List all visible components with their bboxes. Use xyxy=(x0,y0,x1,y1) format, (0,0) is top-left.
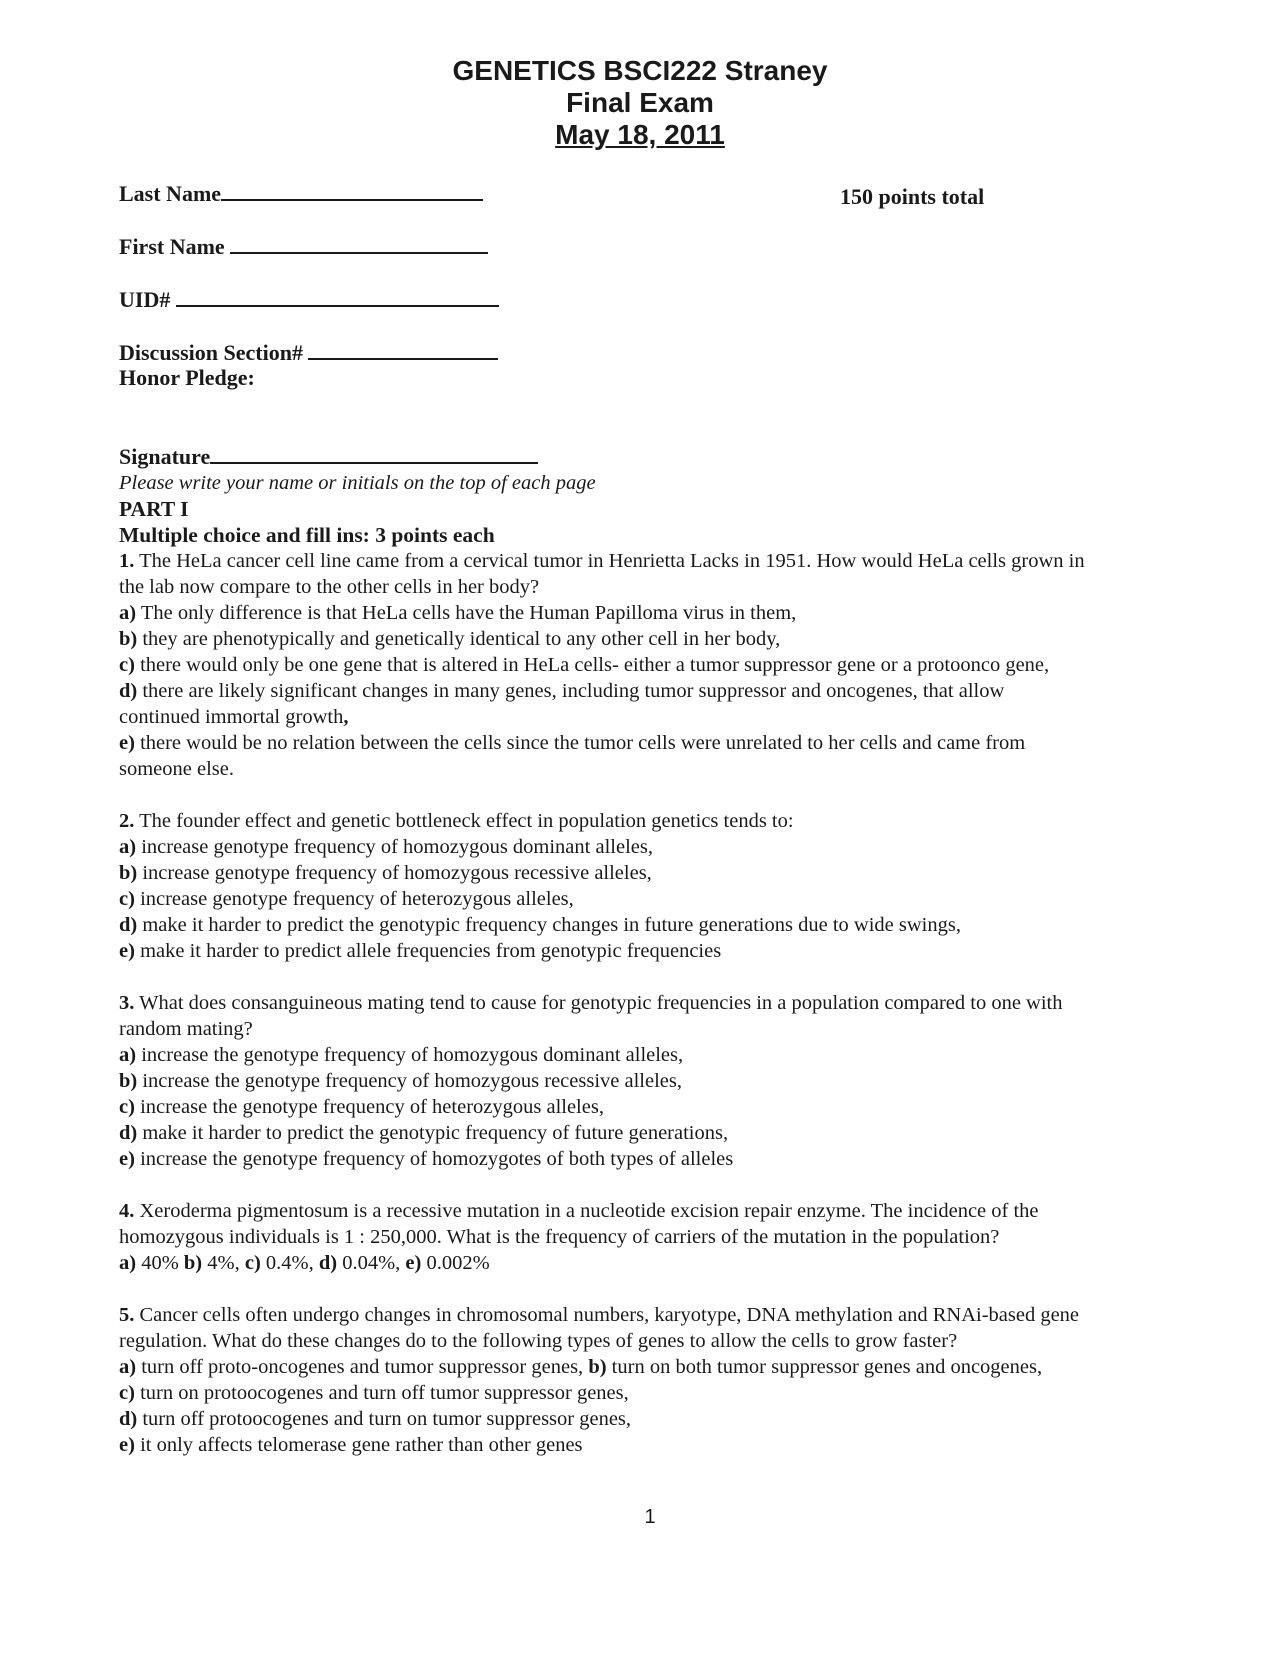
answer-option-e[interactable] xyxy=(119,1146,1199,1172)
uid-field[interactable] xyxy=(119,285,499,313)
uid-label: UID# xyxy=(119,287,176,312)
answer-option-d[interactable] xyxy=(319,1252,406,1274)
option-text: 0.04%, xyxy=(337,1252,406,1274)
option-text: make it harder to predict the genotypic frequency changes in future generations due to wide swings, xyxy=(137,914,961,936)
signature-field[interactable] xyxy=(119,442,538,470)
option-text: turn on protoocogenes and turn off tumor suppressor genes, xyxy=(134,1382,629,1404)
option-letter: d) xyxy=(119,680,138,702)
last-name-field[interactable] xyxy=(119,179,483,207)
option-letter: e) xyxy=(119,940,135,962)
option-letter: a) xyxy=(119,1252,137,1274)
answer-option-b[interactable] xyxy=(119,1068,1199,1094)
option-text: increase genotype frequency of homozygous dominant alleles, xyxy=(136,836,653,858)
answer-option-e[interactable] xyxy=(405,1252,489,1274)
points-total: 150 points total xyxy=(840,184,985,209)
option-text: continued immortal growth xyxy=(119,706,344,728)
question-stem-text: The founder effect and genetic bottleneck effect in population genetics tends to: xyxy=(134,810,794,832)
option-letter: c) xyxy=(119,1096,135,1118)
question-number: 1. xyxy=(119,550,135,572)
option-text: turn off protoocogenes and turn on tumor suppressor genes, xyxy=(137,1408,632,1430)
option-text: 40% xyxy=(136,1252,184,1274)
answer-option-c[interactable] xyxy=(119,1380,1199,1406)
answer-option-b[interactable] xyxy=(119,860,1199,886)
option-text: turn off proto-oncogenes and tumor suppressor genes, xyxy=(136,1356,589,1378)
signature-blank[interactable] xyxy=(210,442,538,464)
option-text: there would be no relation between the cells since the tumor cells were unrelated to her cells and came from xyxy=(134,732,1026,754)
question-3 xyxy=(119,990,1199,1172)
option-letter: a) xyxy=(119,602,137,624)
option-text: increase the genotype frequency of homozygous dominant alleles, xyxy=(136,1044,684,1066)
option-text: turn on both tumor suppressor genes and oncogenes, xyxy=(606,1356,1043,1378)
question-2 xyxy=(119,808,1199,964)
option-letter: c) xyxy=(119,888,135,910)
option-text: it only affects telomerase gene rather than other genes xyxy=(134,1434,583,1456)
option-letter: b) xyxy=(183,1252,203,1274)
option-text: make it harder to predict allele frequencies from genotypic frequencies xyxy=(134,940,722,962)
option-letter: b) xyxy=(119,1070,138,1092)
option-text: increase the genotype frequency of homozygotes of both types of alleles xyxy=(134,1148,734,1170)
first-name-blank[interactable] xyxy=(230,232,488,254)
option-text: they are phenotypically and genetically identical to any other cell in her body, xyxy=(137,628,781,650)
uid-blank[interactable] xyxy=(176,285,499,307)
option-letter: b) xyxy=(119,628,138,650)
answer-option-b[interactable] xyxy=(184,1252,245,1274)
question-stem-line: random mating? xyxy=(119,1018,253,1040)
option-letter: d) xyxy=(119,1122,138,1144)
option-text: increase the genotype frequency of homozygous recessive alleles, xyxy=(137,1070,682,1092)
option-letter: d) xyxy=(119,914,138,936)
question-number: 5. xyxy=(119,1304,135,1326)
question-stem-line: the lab now compare to the other cells in her body? xyxy=(119,576,540,598)
option-text-tail: , xyxy=(343,706,349,728)
option-text: increase the genotype frequency of heterozygous alleles, xyxy=(134,1096,604,1118)
spacer xyxy=(119,964,1199,990)
option-letter: d) xyxy=(318,1252,338,1274)
question-number: 4. xyxy=(119,1200,135,1222)
answer-option-a[interactable] xyxy=(119,834,1199,860)
answer-option-d[interactable] xyxy=(119,1120,1199,1146)
question-stem-line xyxy=(119,1302,1199,1328)
option-letter: c) xyxy=(244,1252,261,1274)
exam-title: Final Exam xyxy=(566,87,714,118)
option-letter: e) xyxy=(405,1252,422,1274)
spacer xyxy=(119,1172,1199,1198)
spacer xyxy=(119,1276,1199,1302)
option-text: 0.4%, xyxy=(260,1252,319,1274)
answer-option-c[interactable] xyxy=(245,1252,319,1274)
last-name-label: Last Name xyxy=(119,181,222,206)
instruction-note: Please write your name or initials on the top of each page xyxy=(119,472,596,494)
option-letter: a) xyxy=(119,836,137,858)
answer-option-b[interactable] xyxy=(119,626,1199,652)
option-letter: b) xyxy=(119,862,138,884)
answer-option-d[interactable] xyxy=(119,912,1199,938)
question-stem-line: homozygous individuals is 1 : 250,000. What is the frequency of carriers of the mutation in the population? xyxy=(119,1226,1000,1248)
option-text: 4%, xyxy=(202,1252,245,1274)
answer-options-a-b xyxy=(119,1354,1199,1380)
inline-options xyxy=(119,1250,1199,1276)
question-stem-text: What does consanguineous mating tend to cause for genotypic frequencies in a population compared to one with xyxy=(134,992,1063,1014)
question-stem-line xyxy=(119,548,1199,574)
exam-date-wrap xyxy=(0,118,1280,151)
option-letter: a) xyxy=(119,1044,137,1066)
first-name-label: First Name xyxy=(119,234,231,259)
question-stem-text: Cancer cells often undergo changes in chromosomal numbers, karyotype, DNA methylation and RNAi-based gene xyxy=(134,1304,1080,1326)
honor-pledge-label: Honor Pledge: xyxy=(119,365,255,390)
exam-body xyxy=(119,470,1199,1458)
answer-option-a[interactable] xyxy=(119,600,1199,626)
answer-option-e-continued: someone else. xyxy=(119,758,234,780)
option-letter: b) xyxy=(588,1356,607,1378)
answer-option-e[interactable] xyxy=(119,1432,1199,1458)
page-number: 1 xyxy=(644,1506,656,1528)
question-number: 3. xyxy=(119,992,135,1014)
question-stem-text: Xeroderma pigmentosum is a recessive mutation in a nucleotide excision repair enzyme. The incidence of the xyxy=(134,1200,1039,1222)
last-name-blank[interactable] xyxy=(221,179,483,201)
option-text: The only difference is that HeLa cells have the Human Papilloma virus in them, xyxy=(136,602,797,624)
answer-option-d-continued xyxy=(119,704,1199,730)
option-letter: e) xyxy=(119,1434,135,1456)
discussion-section-blank[interactable] xyxy=(308,338,498,360)
question-4 xyxy=(119,1198,1199,1276)
signature-label: Signature xyxy=(119,444,211,469)
question-1 xyxy=(119,548,1199,782)
option-letter: c) xyxy=(119,1382,135,1404)
option-letter: a) xyxy=(119,1356,137,1378)
answer-option-d[interactable] xyxy=(119,1406,1199,1432)
question-stem-line: regulation. What do these changes do to the following types of genes to allow the cells to grow faster? xyxy=(119,1330,958,1352)
answer-option-e[interactable] xyxy=(119,730,1199,756)
spacer xyxy=(119,782,1199,808)
answer-option-c[interactable] xyxy=(119,1094,1199,1120)
option-letter: e) xyxy=(119,732,135,754)
answer-option-c[interactable] xyxy=(119,652,1199,678)
question-number: 2. xyxy=(119,810,135,832)
part-heading: PART I xyxy=(119,497,189,521)
question-stem-line xyxy=(119,990,1199,1016)
option-text: there are likely significant changes in many genes, including tumor suppressor and oncogenes, that allow xyxy=(137,680,1005,702)
section-title: Multiple choice and fill ins: 3 points each xyxy=(119,523,495,547)
option-text: there would only be one gene that is altered in HeLa cells- either a tumor suppressor gene or a protoonco gene, xyxy=(134,654,1050,676)
question-stem-line xyxy=(119,1198,1199,1224)
answer-option-e[interactable] xyxy=(119,938,1199,964)
discussion-section-label: Discussion Section# xyxy=(119,340,309,365)
first-name-field[interactable] xyxy=(119,232,488,260)
option-text: increase genotype frequency of heterozygous alleles, xyxy=(134,888,574,910)
option-letter: e) xyxy=(119,1148,135,1170)
question-5 xyxy=(119,1302,1199,1458)
answer-option-c[interactable] xyxy=(119,886,1199,912)
question-stem-line xyxy=(119,808,1199,834)
option-text: make it harder to predict the genotypic frequency of future generations, xyxy=(137,1122,729,1144)
answer-option-b[interactable] xyxy=(588,1356,1042,1378)
answer-option-a[interactable] xyxy=(119,1042,1199,1068)
course-title: GENETICS BSCI222 Straney xyxy=(452,55,828,86)
answer-option-a[interactable] xyxy=(119,1356,588,1378)
option-letter: d) xyxy=(119,1408,138,1430)
answer-option-d[interactable] xyxy=(119,678,1199,704)
discussion-section-field[interactable] xyxy=(119,338,498,366)
exam-date: May 18, 2011 xyxy=(555,119,725,150)
option-text: 0.002% xyxy=(421,1252,490,1274)
option-letter: c) xyxy=(119,654,135,676)
answer-option-a[interactable] xyxy=(119,1252,184,1274)
question-stem-text: The HeLa cancer cell line came from a cervical tumor in Henrietta Lacks in 1951. How would HeLa cells grown in xyxy=(134,550,1085,572)
option-text: increase genotype frequency of homozygous recessive alleles, xyxy=(137,862,652,884)
